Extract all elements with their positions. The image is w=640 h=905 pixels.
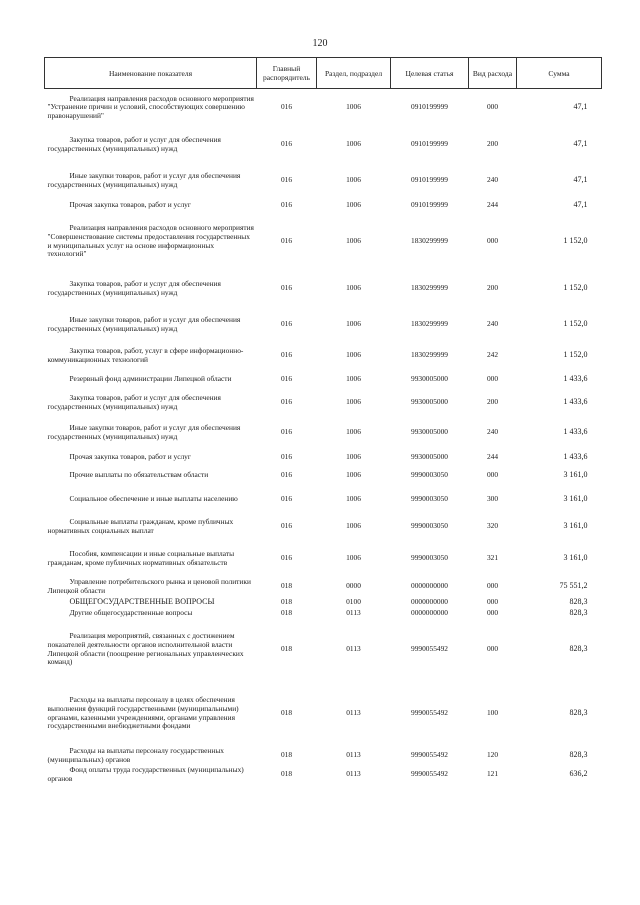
cell-sum: 75 551,2 xyxy=(559,581,588,591)
cell-name xyxy=(45,213,257,271)
cell-sum: 828,3 xyxy=(569,750,588,760)
cell-expense-type: 300 xyxy=(486,494,499,504)
cell-name xyxy=(45,271,257,307)
cell-section: 1006 xyxy=(346,102,361,112)
cell-article: 9990003050 xyxy=(411,494,448,504)
row-name-text: Прочая закупка товаров, работ и услуг xyxy=(69,200,191,210)
cell-expense-type: 100 xyxy=(486,708,499,718)
row-name-text: Иные закупки товаров, работ и услуг для обеспечения государственных (муниципальных) нужд xyxy=(47,314,241,333)
cell-article: 0910199999 xyxy=(411,200,448,210)
cell-article: 9930005000 xyxy=(411,452,448,462)
cell-section: 1006 xyxy=(346,452,361,462)
cell-sum: 1 152,0 xyxy=(563,236,588,246)
cell-section: 1006 xyxy=(346,494,361,504)
table-row xyxy=(45,577,602,597)
cell-article: 0910199999 xyxy=(411,102,448,112)
row-name-text: ОБЩЕГОСУДАРСТВЕННЫЕ ВОПРОСЫ xyxy=(69,597,215,607)
row-name-text: Закупка товаров, работ, услуг в сфере информационно-коммуникационных технологий xyxy=(47,345,244,364)
cell-article: 9990055492 xyxy=(411,708,448,718)
cell-article: 0000000000 xyxy=(411,581,448,591)
cell-name xyxy=(45,369,257,391)
cell-sum: 47,1 xyxy=(573,200,588,210)
cell-expense-type: 240 xyxy=(486,175,499,185)
header-section: Раздел, подраздел xyxy=(317,58,391,89)
cell-expense-type: 000 xyxy=(486,597,499,607)
row-name-text: Реализация мероприятий, связанных с достижением показателей деятельности органов исполнительной власти Липецкой области (поощрение региональных управленческих команд) xyxy=(47,631,244,667)
row-name-text: Иные закупки товаров, работ и услуг для обеспечения государственных (муниципальных) нужд xyxy=(47,422,241,441)
cell-expense-type: 000 xyxy=(486,374,499,384)
table-row xyxy=(45,199,602,213)
cell-sum: 3 161,0 xyxy=(563,553,588,563)
cell-expense-type: 321 xyxy=(486,553,499,563)
row-name-text: Социальные выплаты гражданам, кроме публичных нормативных социальных выплат xyxy=(47,516,234,535)
row-name-text: Пособия, компенсации и иные социальные выплаты гражданам, кроме публичных нормативных обязательств xyxy=(47,548,235,567)
table-header-row xyxy=(45,58,602,89)
cell-section: 0100 xyxy=(346,597,361,607)
cell-section: 0113 xyxy=(346,750,361,760)
table-row xyxy=(45,451,602,465)
cell-expense-type: 000 xyxy=(486,102,499,112)
cell-article: 0000000000 xyxy=(411,608,448,618)
cell-manager: 018 xyxy=(280,769,293,779)
cell-name xyxy=(45,597,257,609)
cell-sum: 636,2 xyxy=(569,769,588,779)
table-row xyxy=(45,681,602,747)
cell-name xyxy=(45,747,257,765)
row-name-text: Фонд оплаты труда государственных (муниципальных) органов xyxy=(47,764,244,783)
cell-manager: 016 xyxy=(280,350,293,360)
cell-name xyxy=(45,127,257,163)
table-row xyxy=(45,747,602,765)
cell-manager: 016 xyxy=(280,452,293,462)
cell-name xyxy=(45,681,257,747)
cell-manager: 016 xyxy=(280,397,293,407)
cell-expense-type: 240 xyxy=(486,319,499,329)
cell-sum: 47,1 xyxy=(573,102,588,112)
table-row xyxy=(45,391,602,415)
row-name-text: Реализация направления расходов основного мероприятия "Совершенствование системы предоставления государственных и муниципальных услуг на основе информационных технологий" xyxy=(47,223,254,259)
cell-section: 0113 xyxy=(346,769,361,779)
cell-article: 9930005000 xyxy=(411,397,448,407)
cell-expense-type: 000 xyxy=(486,236,499,246)
cell-sum: 47,1 xyxy=(573,139,588,149)
cell-article: 0910199999 xyxy=(411,139,448,149)
cell-article: 9930005000 xyxy=(411,374,448,384)
cell-manager: 016 xyxy=(280,553,293,563)
cell-expense-type: 244 xyxy=(486,200,499,210)
cell-article: 1830299999 xyxy=(411,350,448,360)
cell-manager: 016 xyxy=(280,319,293,329)
cell-name xyxy=(45,513,257,541)
cell-name xyxy=(45,451,257,465)
cell-section: 1006 xyxy=(346,200,361,210)
cell-sum: 3 161,0 xyxy=(563,494,588,504)
cell-manager: 016 xyxy=(280,283,293,293)
cell-expense-type: 244 xyxy=(486,452,499,462)
cell-section: 1006 xyxy=(346,139,361,149)
header-expense-type: Вид расхода xyxy=(469,58,517,89)
cell-expense-type: 000 xyxy=(486,581,499,591)
row-name-text: Другие общегосударственные вопросы xyxy=(69,608,193,618)
table-row xyxy=(45,271,602,307)
cell-section: 0000 xyxy=(346,581,361,591)
table-row xyxy=(45,213,602,271)
cell-manager: 016 xyxy=(280,200,293,210)
header-article: Целевая статья xyxy=(391,58,469,89)
cell-name xyxy=(45,307,257,343)
cell-expense-type: 000 xyxy=(486,608,499,618)
cell-manager: 018 xyxy=(280,597,293,607)
cell-sum: 3 161,0 xyxy=(563,521,588,531)
cell-section: 1006 xyxy=(346,521,361,531)
cell-sum: 1 433,6 xyxy=(563,374,588,384)
cell-article: 1830299999 xyxy=(411,319,448,329)
cell-section: 1006 xyxy=(346,397,361,407)
cell-expense-type: 200 xyxy=(486,397,499,407)
cell-article: 9990055492 xyxy=(411,769,448,779)
cell-section: 1006 xyxy=(346,553,361,563)
row-name-text: Расходы на выплаты персоналу в целях обеспечения выполнения функций государственными (муниципальными) органами, казенными учреждениями, органами управления государственными внебюджетными фондами xyxy=(47,695,239,731)
cell-manager: 018 xyxy=(280,708,293,718)
row-name-text: Реализация направления расходов основного мероприятия "Устранение причин и условий, способствующих совершению правонарушений" xyxy=(47,93,254,121)
cell-sum: 1 433,6 xyxy=(563,452,588,462)
cell-expense-type: 121 xyxy=(486,769,499,779)
cell-name xyxy=(45,609,257,619)
cell-manager: 016 xyxy=(280,521,293,531)
cell-manager: 016 xyxy=(280,139,293,149)
cell-manager: 018 xyxy=(280,581,293,591)
cell-expense-type: 000 xyxy=(486,470,499,480)
table-row xyxy=(45,415,602,451)
row-name-text: Закупка товаров, работ и услуг для обеспечения государственных (муниципальных) нужд xyxy=(47,134,221,153)
cell-sum: 828,3 xyxy=(569,708,588,718)
cell-section: 1006 xyxy=(346,236,361,246)
cell-name xyxy=(45,765,257,785)
table-row xyxy=(45,541,602,577)
cell-section: 1006 xyxy=(346,427,361,437)
cell-sum: 1 152,0 xyxy=(563,319,588,329)
cell-name xyxy=(45,619,257,681)
table-row xyxy=(45,369,602,391)
cell-article: 9930005000 xyxy=(411,427,448,437)
cell-sum: 47,1 xyxy=(573,175,588,185)
table-row xyxy=(45,487,602,513)
cell-expense-type: 120 xyxy=(486,750,499,760)
table-row xyxy=(45,609,602,619)
row-name-text: Закупка товаров, работ и услуг для обеспечения государственных (муниципальных) нужд xyxy=(47,392,221,411)
cell-article: 9990003050 xyxy=(411,553,448,563)
cell-section: 1006 xyxy=(346,470,361,480)
header-name: Наименование показателя xyxy=(45,58,257,89)
cell-sum: 1 433,6 xyxy=(563,427,588,437)
cell-sum: 1 152,0 xyxy=(563,283,588,293)
row-name-text: Управление потребительского рынка и ценовой политики Липецкой области xyxy=(47,576,251,595)
cell-expense-type: 200 xyxy=(486,139,499,149)
row-name-text: Прочая закупка товаров, работ и услуг xyxy=(69,452,191,462)
cell-article: 9990003050 xyxy=(411,470,448,480)
cell-sum: 1 152,0 xyxy=(563,350,588,360)
row-name-text: Социальное обеспечение и иные выплаты населению xyxy=(69,494,238,504)
cell-sum: 3 161,0 xyxy=(563,470,588,480)
cell-section: 0113 xyxy=(346,644,361,654)
cell-name xyxy=(45,487,257,513)
table-row xyxy=(45,513,602,541)
cell-expense-type: 242 xyxy=(486,350,499,360)
cell-article: 9990055492 xyxy=(411,644,448,654)
table-row xyxy=(45,465,602,487)
cell-article: 0910199999 xyxy=(411,175,448,185)
table-row xyxy=(45,619,602,681)
cell-sum: 1 433,6 xyxy=(563,397,588,407)
row-name-text: Расходы на выплаты персоналу государственных (муниципальных) органов xyxy=(47,745,224,764)
table-row xyxy=(45,343,602,369)
cell-name xyxy=(45,199,257,213)
cell-name xyxy=(45,577,257,597)
cell-section: 1006 xyxy=(346,374,361,384)
cell-manager: 016 xyxy=(280,427,293,437)
cell-name xyxy=(45,163,257,199)
cell-manager: 018 xyxy=(280,644,293,654)
cell-sum: 828,3 xyxy=(569,597,588,607)
row-name-text: Прочие выплаты по обязательствам области xyxy=(69,470,209,480)
cell-section: 0113 xyxy=(346,608,361,618)
cell-manager: 016 xyxy=(280,102,293,112)
row-name-text: Резервный фонд администрации Липецкой области xyxy=(69,374,232,384)
cell-manager: 016 xyxy=(280,236,293,246)
cell-expense-type: 200 xyxy=(486,283,499,293)
cell-expense-type: 320 xyxy=(486,521,499,531)
cell-expense-type: 240 xyxy=(486,427,499,437)
cell-name xyxy=(45,415,257,451)
cell-section: 1006 xyxy=(346,283,361,293)
table-row xyxy=(45,597,602,609)
cell-section: 1006 xyxy=(346,319,361,329)
cell-manager: 016 xyxy=(280,470,293,480)
cell-name xyxy=(45,343,257,369)
cell-sum: 828,3 xyxy=(569,644,588,654)
cell-manager: 018 xyxy=(280,750,293,760)
cell-article: 1830299999 xyxy=(411,283,448,293)
header-manager: Главный распорядитель xyxy=(257,58,317,89)
cell-manager: 016 xyxy=(280,175,293,185)
cell-section: 1006 xyxy=(346,350,361,360)
cell-name xyxy=(45,465,257,487)
cell-expense-type: 000 xyxy=(486,644,499,654)
cell-name xyxy=(45,391,257,415)
cell-manager: 016 xyxy=(280,374,293,384)
header-sum: Сумма xyxy=(517,58,602,89)
cell-article: 9990055492 xyxy=(411,750,448,760)
table-row xyxy=(45,765,602,785)
cell-section: 0113 xyxy=(346,708,361,718)
cell-article: 9990003050 xyxy=(411,521,448,531)
cell-name xyxy=(45,89,257,127)
cell-manager: 016 xyxy=(280,494,293,504)
cell-article: 1830299999 xyxy=(411,236,448,246)
cell-manager: 018 xyxy=(280,608,293,618)
page-number: 120 xyxy=(312,38,328,49)
table-row xyxy=(45,127,602,163)
row-name-text: Закупка товаров, работ и услуг для обеспечения государственных (муниципальных) нужд xyxy=(47,278,221,297)
cell-sum: 828,3 xyxy=(569,608,588,618)
cell-article: 0000000000 xyxy=(411,597,448,607)
table-row xyxy=(45,89,602,127)
row-name-text: Иные закупки товаров, работ и услуг для обеспечения государственных (муниципальных) нужд xyxy=(47,170,241,189)
cell-name xyxy=(45,541,257,577)
budget-table xyxy=(44,57,602,785)
cell-section: 1006 xyxy=(346,175,361,185)
table-row xyxy=(45,163,602,199)
table-row xyxy=(45,307,602,343)
